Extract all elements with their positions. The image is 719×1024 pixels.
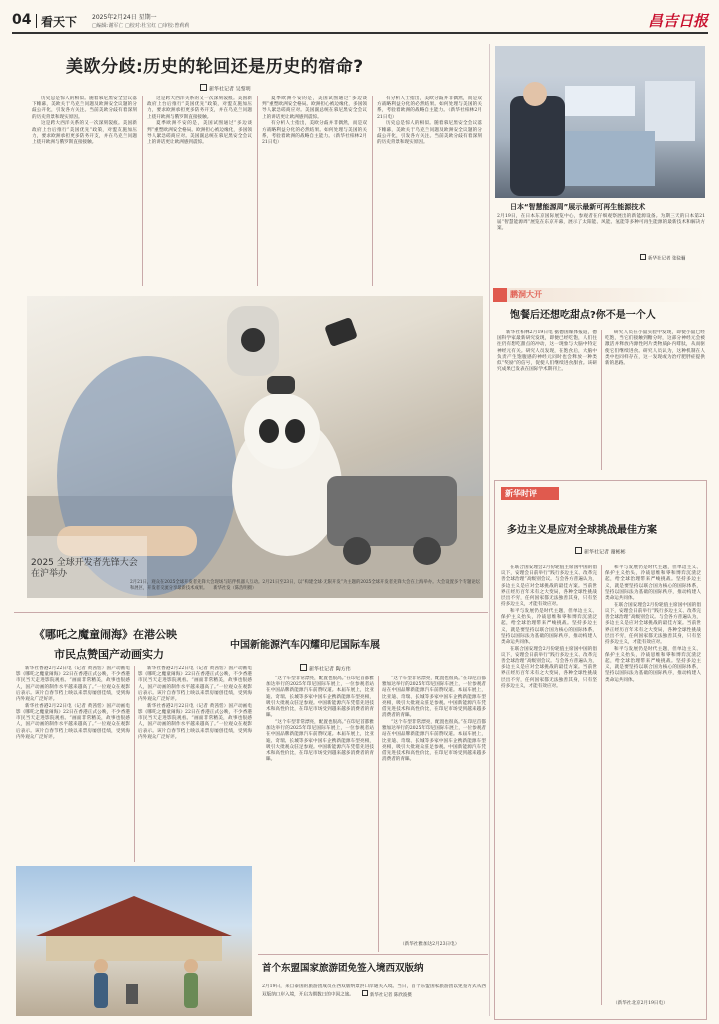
photo-caption-text: 2月21日，观众在2025全球开发者先锋大会现场与陪伴机器人互动。2月21日至23日，以“构建全球·无限开发”为主题的2025全球开发者先锋大会在上海举办。大会设置多个专题论坛和展区，开发者交流分享最新技术成果。: [130, 580, 480, 591]
col-rule: [378, 676, 379, 952]
main-paragraph-1b: 这是跨大西洋关系的又一次深刻裂痕。美国新政府上台后推行“美国优先”政策，对盟友施加压力，要求欧洲承担更多防务开支，并在乌克兰问题上绕开欧洲与俄罗斯直接接触。: [32, 121, 137, 145]
bottom-mid-paragraph-2b: “这个车型非常漂亮，配置也很高。”在印尼首都雅加达举行的2025年印尼国际车展上，一位参观者站在中国品牌新能源汽车前赞叹道。本届车展上，比亚迪、奇瑞、长城等多家中国车企携新能源车型亮相，吸引大批观众驻足参观。中国新能源汽车凭借先进技术和高性价比，在印尼市场受到越来越多消费者的青睐。: [382, 719, 486, 763]
main-paragraph-4b: 历史总是惊人的相似。随着慕尼黑安全会议落下帷幕，美欧关于乌克兰问题及欧洲安全议题的分歧公开化，引发各方关注。当前美欧分歧有着深刻的历史背景和现实原因。: [377, 121, 482, 145]
commentary-box: [494, 480, 707, 1020]
main-paragraph-1: 历史总是惊人的相似。随着慕尼黑安全会议落下帷幕，美欧关于乌克兰问题及欧洲安全议题的分歧公开化，引发各方关注。当前美欧分歧有着深刻的历史背景和现实原因。: [32, 96, 137, 120]
bottom-mid-byline: [300, 664, 351, 673]
bottom-mid-headline: 中国新能源汽车闪耀印尼国际车展: [230, 640, 380, 651]
masthead-rule: [12, 32, 708, 34]
main-text-col-4: [377, 96, 482, 286]
main-paragraph-4: 有分析人士指出，美欧分歧并非偶然，而是双方战略利益分化的必然结果。如何处理与美国的关系，考验着欧洲的战略自主能力。（新华社柏林2月21日电）: [377, 96, 482, 120]
commentary-byline: [575, 547, 626, 556]
right-top-photo: [495, 46, 705, 198]
main-paragraph-3b: 有分析人士指出，美欧分歧并非偶然，而是双方战略利益分化的必然结果。如何处理与美国的关系，考验着欧洲的战略自主能力。（新华社柏林2月21日电）: [262, 121, 367, 145]
right-top-caption-body: 2月19日，在日本东京国际展览中心，参观者在仔细观察展出的新能源设备。为期三天的日本第21届“智慧能源周”展览在东京开幕，展示了太阳能、风能、氢能等多种可再生能源的最新技术和解决方案。: [497, 214, 705, 232]
commentary-tag-label: 新华时评: [505, 489, 537, 498]
commentary-byline-text: 新华社记者 谢彬彬: [584, 549, 626, 556]
bottom-left-text-2: [138, 666, 252, 862]
bottom-left-paragraph-2: 新华社香港2月22日电（记者 黄茜恬）国产动画电影《哪吒之魔童闹海》22日在香港正式公映，不少香港市民当天走进影院观看。“画面非常精美，故事也很感人，国产动画的制作水平越来越高了。”一位观众在观影后表示。该片自春节档上映以来票房屡创佳绩，受到海内外观众广泛好评。: [16, 703, 130, 740]
bottom-left-paragraph-1: 新华社香港2月22日电（记者 黄茜恬）国产动画电影《哪吒之魔童闹海》22日在香港正式公映，不少香港市民当天走进影院观看。“画面非常精美，故事也很感人，国产动画的制作水平越来越高了。”一位观众在观影后表示。该片自春节档上映以来票房屡创佳绩，受到海内外观众广泛好评。: [16, 666, 130, 703]
section-rule: [258, 954, 488, 955]
bottom-mid-col-2: [382, 676, 486, 938]
masthead-divider: [36, 14, 37, 28]
travel-photo-illustration: [16, 866, 252, 1016]
date-line: 2025年2月24日 星期一: [92, 14, 157, 21]
section2-paragraph-2: 研究人员在小鼠实验中发现，即使小鼠已经吃饱，当它们接触到糖分时，这部分神经元会被激活并释放内源性阿片类物质β-内啡肽，从而驱使它们继续进食。研究人员认为，这种机制在人类中也同样存在，这一发现或为治疗肥胖症提供新的思路。: [605, 330, 705, 367]
bottom-strip-byline-text: 新华社记者 陈欣波摄: [369, 992, 412, 998]
commentary-headline: 多边主义是应对全球挑战最佳方案: [507, 525, 657, 536]
commentary-paragraph-1c: 在联合国安理会2月份轮值主席国中国的倡议下，安理会日前举行“践行多边主义、改革完善全球治理”高级别会议。与会各方普遍认为，多边主义是应对全球挑战的最佳方案。当前世界正经历百年未有之大变局，各种全球性挑战层出不穷，任何国家都无法独善其身，只有坚持多边主义，才能有效应对。: [501, 646, 597, 689]
section2-headline: 饱餐后还想吃甜点?你不是一个人: [510, 310, 656, 321]
bottom-mid-byline-text: 新华社记者 陶方伟: [309, 666, 351, 673]
commentary-end-line: （新华社北京2月19日电）: [613, 1001, 668, 1006]
bottom-strip-headline: 首个东盟国家旅游团免签入境西双版纳: [262, 963, 424, 974]
section2-tag-label: 鹏洞大开: [510, 290, 542, 299]
right-top-caption-title: 日本“智慧能源周”展示最新可再生能源技术: [510, 203, 646, 211]
photo-credit: 新华社发（陈浩明摄）: [213, 585, 257, 591]
bottom-left-paragraph-4: 新华社香港2月22日电（记者 黄茜恬）国产动画电影《哪吒之魔童闹海》22日在香港正式公映，不少香港市民当天走进影院观看。“画面非常精美，故事也很感人，国产动画的制作水平越来越高了。”一位观众在观影后表示。该片自春节档上映以来票房屡创佳绩，受到海内外观众广泛好评。: [138, 703, 252, 740]
commentary-paragraph-1: 在联合国安理会2月份轮值主席国中国的倡议下，安理会日前举行“践行多边主义、改革完善全球治理”高级别会议。与会各方普遍认为，多边主义是应对全球挑战的最佳方案。当前世界正经历百年未有之大变局，各种全球性挑战层出不穷，任何国家都无法独善其身，只有坚持多边主义，才能有效应对。: [501, 565, 597, 608]
commentary-col-2: [605, 565, 701, 990]
page-divider: [489, 44, 490, 1016]
section-name: 看天下: [41, 15, 78, 29]
commentary-paragraph-2c: 和平与发展仍是时代主题，但单边主义、保护主义抬头，冷战思维和零和博弈沉渣泛起，给全球治理带来严峻挑战。坚持多边主义，就是要坚持以联合国为核心的国际体系，坚持以国际法为基础的国际秩序，推动构建人类命运共同体。: [605, 646, 701, 683]
commentary-col-1: [501, 565, 597, 1005]
main-text-col-2: [147, 96, 252, 286]
right-top-credit-text: 新华社记者 张骁骊: [648, 256, 686, 262]
section2-paragraph-1: 新华社柏林2月19日电 据德国媒体报道，德国科学家最新研究发现，即便已经吃饱，人们往往仍有想吃甜点的冲动，这一现象与大脑中特定神经元有关。研究人员发现，在饱食后，大脑中负责产生饱腹感的神经元同时也会释放一种类似“奖励”的信号，促使人们继续进食甜食。该研究成果已发表在国际学术期刊上。: [497, 330, 597, 373]
col-rule: [257, 96, 258, 286]
masthead: [12, 6, 708, 36]
bottom-strip-body: 2月19日，来自泰国的旅游团成员在西双版纳景洪口岸通关入境。当日，首个东盟国家旅游团以免签方式从西双版纳口岸入境，开启为期数日的中国之旅。: [262, 984, 486, 998]
main-text-col-3: [262, 96, 367, 286]
main-photo: [27, 296, 483, 598]
bottom-left-text: [16, 666, 130, 862]
bottom-left-paragraph-3: 新华社香港2月22日电（记者 黄茜恬）国产动画电影《哪吒之魔童闹海》22日在香港正式公映，不少香港市民当天走进影院观看。“画面非常精美，故事也很感人，国产动画的制作水平越来越高了。”一位观众在观影后表示。该片自春节档上映以来票房屡创佳绩，受到海内外观众广泛好评。: [138, 666, 252, 703]
main-byline-text: 新华社记者 吴黎明: [209, 86, 251, 93]
bottom-left-photo: [16, 866, 252, 1016]
right-top-credit: [640, 254, 685, 262]
section2-tag-block: [493, 288, 507, 302]
section2-col-1: [497, 330, 597, 470]
commentary-tag: [501, 487, 559, 500]
bottom-mid-end-line: （新华社雅加达2月23日电）: [400, 942, 460, 947]
bottom-left-headline-1: 《哪吒之魔童闹海》在港公映: [34, 628, 177, 641]
col-rule: [372, 96, 373, 286]
col-rule: [134, 666, 135, 862]
section2-tag: [493, 288, 705, 302]
bottom-strip-text: [262, 984, 486, 1014]
photo-big-caption: 2025 全球开发者先锋大会在沪举办: [31, 558, 138, 579]
commentary-paragraph-1b: 和平与发展仍是时代主题，但单边主义、保护主义抬头，冷战思维和零和博弈沉渣泛起，给全球治理带来严峻挑战。坚持多边主义，就是要坚持以联合国为核心的国际体系，坚持以国际法为基础的国际秩序，推动构建人类命运共同体。: [501, 608, 597, 645]
bottom-mid-paragraph-1: “这个车型非常漂亮，配置也很高。”在印尼首都雅加达举行的2025年印尼国际车展上，一位参观者站在中国品牌新能源汽车前赞叹道。本届车展上，比亚迪、奇瑞、长城等多家中国车企携新能源车型亮相，吸引大批观众驻足参观。中国新能源汽车凭借先进技术和高性价比，在印尼市场受到越来越多消费者的青睐。: [266, 676, 374, 719]
bottom-left-headline-2: 市民点赞国产动画实力: [54, 648, 164, 661]
main-paragraph-3: 夏季欧洲不安的是，美国试图通过“多边谈判”重塑欧洲安全格局。欧洲担心被边缘化，多国领导人紧急磋商应对。美国副总统在慕尼黑安全会议上的讲话更让欧洲感到震惊。: [262, 96, 367, 120]
col-rule: [142, 96, 143, 286]
bottom-strip-byline: [362, 993, 412, 998]
main-paragraph-2b: 夏季欧洲不安的是，美国试图通过“多边谈判”重塑欧洲安全格局。欧洲担心被边缘化，多国领导人紧急磋商应对。美国副总统在慕尼黑安全会议上的讲话更让欧洲感到震惊。: [147, 121, 252, 145]
photo-small-caption: [130, 580, 480, 591]
bottom-mid-paragraph-2: “这个车型非常漂亮，配置也很高。”在印尼首都雅加达举行的2025年印尼国际车展上，一位参观者站在中国品牌新能源汽车前赞叹道。本届车展上，比亚迪、奇瑞、长城等多家中国车企携新能源车型亮相，吸引大批观众驻足参观。中国新能源汽车凭借先进技术和高性价比，在印尼市场受到越来越多消费者的青睐。: [382, 676, 486, 719]
right-top-caption-text: [497, 214, 705, 233]
section2-col-2: [605, 330, 705, 470]
paper-name: 昌吉日报: [647, 12, 708, 30]
commentary-paragraph-2: 和平与发展仍是时代主题，但单边主义、保护主义抬头，冷战思维和零和博弈沉渣泛起，给全球治理带来严峻挑战。坚持多边主义，就是要坚持以联合国为核心的国际体系，坚持以国际法为基础的国际秩序，推动构建人类命运共同体。: [605, 565, 701, 602]
main-byline: [200, 84, 251, 93]
page-number: 04: [12, 12, 32, 28]
main-paragraph-2: 这是跨大西洋关系的又一次深刻裂痕。美国新政府上台后推行“美国优先”政策，对盟友施加压力，要求欧洲承担更多防务开支，并在乌克兰问题上绕开欧洲与俄罗斯直接接触。: [147, 96, 252, 120]
bottom-mid-paragraph-1b: “这个车型非常漂亮，配置也很高。”在印尼首都雅加达举行的2025年印尼国际车展上，一位参观者站在中国品牌新能源汽车前赞叹道。本届车展上，比亚迪、奇瑞、长城等多家中国车企携新能源车型亮相，吸引大批观众驻足参观。中国新能源汽车凭借先进技术和高性价比，在印尼市场受到越来越多消费者的青睐。: [266, 719, 374, 763]
commentary-paragraph-2b: 在联合国安理会2月份轮值主席国中国的倡议下，安理会日前举行“践行多边主义、改革完善全球治理”高级别会议。与会各方普遍认为，多边主义是应对全球挑战的最佳方案。当前世界正经历百年未有之大变局，各种全球性挑战层出不穷，任何国家都无法独善其身，只有坚持多边主义，才能有效应对。: [605, 602, 701, 645]
main-text-col-1: [32, 96, 137, 286]
edit-line: □编辑:谢军亡 □校对:杜宝红 □审校:曾莉莉: [92, 23, 190, 29]
bottom-mid-col-1: [266, 676, 374, 952]
col-rule: [601, 330, 602, 470]
expo-photo-illustration: [495, 46, 705, 198]
section-rule: [14, 612, 488, 613]
main-headline: 美欧分歧:历史的轮回还是历史的宿命?: [66, 57, 364, 77]
col-rule: [601, 565, 602, 1005]
